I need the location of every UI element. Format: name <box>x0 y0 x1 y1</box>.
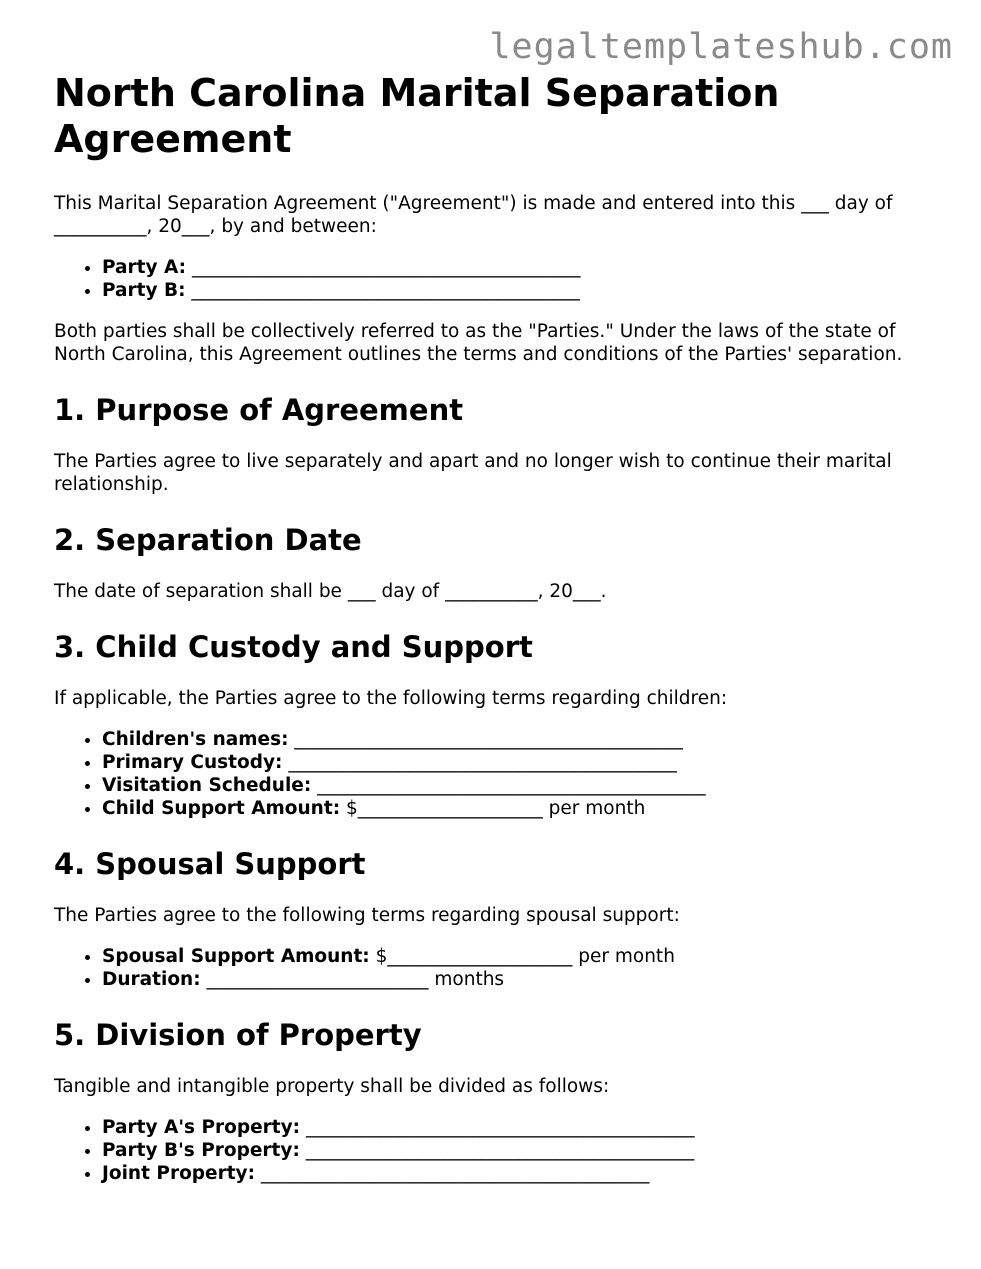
section-text-separation-date: The date of separation shall be ___ day of __________, 20___. <box>54 581 607 602</box>
child-custody-list <box>54 728 934 820</box>
blank-field: __________________________________________ <box>305 1117 695 1138</box>
list-item <box>102 1162 934 1185</box>
field-label: Party A's Property: <box>102 1117 301 1138</box>
property-list <box>54 1116 934 1185</box>
blank-field: __________________________________________ <box>260 1163 650 1184</box>
section-heading-child-custody: 3. Child Custody and Support <box>54 630 533 664</box>
section-heading-property: 5. Division of Property <box>54 1018 422 1052</box>
blank-field: __________________________________________ <box>191 257 581 278</box>
section-text-spousal-support: The Parties agree to the following terms regarding spousal support: <box>54 905 680 926</box>
field-label: Joint Property: <box>102 1163 255 1184</box>
field-label: Child Support Amount: <box>102 798 341 819</box>
list-item <box>102 945 934 968</box>
list-item-party-a <box>102 256 934 279</box>
section-heading-spousal-support: 4. Spousal Support <box>54 847 366 881</box>
blank-field: __________________________________________ <box>288 752 677 773</box>
list-item <box>102 751 934 774</box>
list-item <box>102 774 934 797</box>
list-item <box>102 728 934 751</box>
section-heading-purpose: 1. Purpose of Agreement <box>54 393 464 427</box>
parties-list <box>54 256 934 302</box>
field-label: Children's names: <box>102 729 289 750</box>
list-item <box>102 1139 934 1162</box>
watermark: legaltemplateshub.com <box>489 27 953 67</box>
page-title: North Carolina Marital Separation Agreement <box>54 71 780 161</box>
blank-field: __________________________________________ <box>317 775 706 796</box>
field-label: Party A: <box>102 257 187 278</box>
blank-field: __________________________________________ <box>191 280 580 301</box>
field-label: Visitation Schedule: <box>102 775 312 796</box>
parties-note: Both parties shall be collectively referred to as the "Parties." Under the laws of the state of North Carolina, this Agreement outlines the terms and conditions of the Parties' separation. <box>54 321 903 365</box>
spousal-support-list <box>54 945 934 991</box>
section-text-child-custody: If applicable, the Parties agree to the following terms regarding children: <box>54 688 728 709</box>
field-label: Primary Custody: <box>102 752 283 773</box>
blank-field: $____________________ per month <box>346 798 646 819</box>
blank-field: __________________________________________ <box>294 729 683 750</box>
field-label: Party B's Property: <box>102 1140 300 1161</box>
list-item <box>102 1116 934 1139</box>
field-label: Spousal Support Amount: <box>102 946 370 967</box>
section-heading-separation-date: 2. Separation Date <box>54 523 362 557</box>
list-item <box>102 797 934 820</box>
section-text-property: Tangible and intangible property shall be divided as follows: <box>54 1076 610 1097</box>
list-item <box>102 968 934 991</box>
blank-field: __________________________________________ <box>305 1140 695 1161</box>
document-body <box>54 70 934 1185</box>
field-label: Duration: <box>102 969 201 990</box>
field-label: Party B: <box>102 280 186 301</box>
list-item-party-b <box>102 279 934 302</box>
blank-field: ________________________ months <box>206 969 505 990</box>
intro-paragraph: This Marital Separation Agreement ("Agreement") is made and entered into this ___ day of __________, 20___, by and between: <box>54 193 893 237</box>
blank-field: $____________________ per month <box>375 946 675 967</box>
section-text-purpose: The Parties agree to live separately and apart and no longer wish to continue their marital relationship. <box>54 451 892 495</box>
